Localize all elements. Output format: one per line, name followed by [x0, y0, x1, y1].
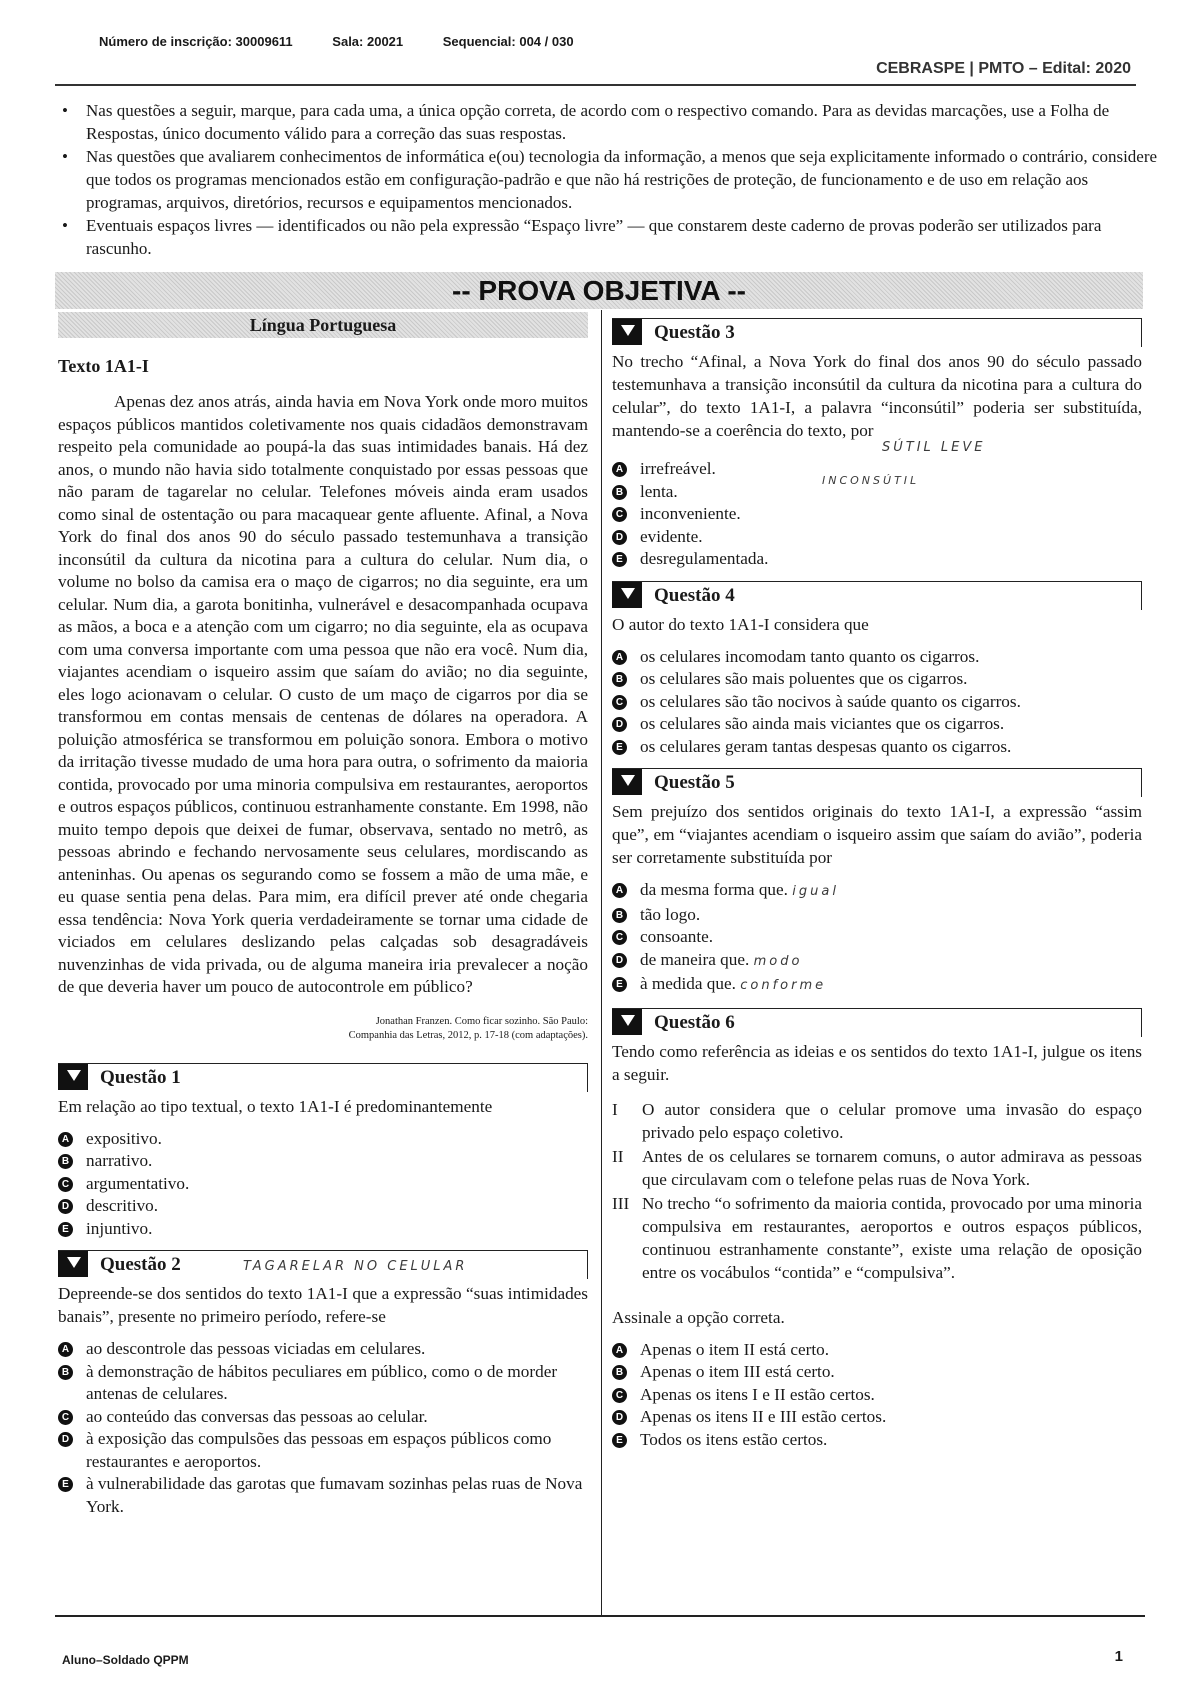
question-6-options [612, 1339, 1142, 1452]
subject-heading: Língua Portuguesa [58, 312, 588, 338]
option-letter: E [612, 977, 627, 992]
question-4-header [612, 581, 1142, 610]
judgment-item [612, 1145, 1142, 1191]
question-3-options [612, 458, 1142, 571]
option-letter: E [612, 1433, 627, 1448]
section-banner: -- PROVA OBJETIVA -- [55, 272, 1143, 309]
option-letter: C [612, 695, 627, 710]
option-text: Apenas o item III está certo. [640, 1362, 835, 1381]
option-text: ao descontrole das pessoas viciadas em celulares. [86, 1339, 426, 1358]
question-stem: O autor do texto 1A1-I considera que [612, 614, 869, 634]
question-4-options [612, 646, 1142, 759]
text-id: Texto 1A1-I [58, 356, 149, 376]
handwritten-note: modo [753, 953, 803, 969]
question-title: Questão 4 [654, 584, 735, 606]
bottom-divider [55, 1615, 1145, 1617]
option-letter: A [58, 1342, 73, 1357]
question-stem: Depreende-se dos sentidos do texto 1A1-I que a expressão “suas intimidades banais”, presente no primeiro período, refere-se [58, 1284, 588, 1326]
option-a[interactable] [58, 1338, 588, 1361]
option-letter: E [612, 740, 627, 755]
option-text: expositivo. [86, 1128, 162, 1148]
option-a[interactable] [612, 458, 1142, 481]
handwritten-note: INCONSÚTIL [822, 474, 920, 487]
option-letter: A [612, 1343, 627, 1358]
handwritten-note: SÚTIL LEVE [882, 440, 986, 455]
option-text: os celulares incomodam tanto quanto os cigarros. [640, 646, 980, 666]
question-title: Questão 1 [100, 1066, 181, 1088]
option-letter: D [58, 1199, 73, 1214]
item-text: Antes de os celulares se tornarem comuns, o autor admirava as pessoas que circulavam com o telefone pelas ruas de Nova York. [642, 1146, 1142, 1189]
option-letter: A [612, 650, 627, 665]
option-letter: C [612, 1388, 627, 1403]
option-e[interactable] [612, 1429, 1142, 1452]
question-5-header [612, 768, 1142, 797]
option-letter: B [612, 1365, 627, 1380]
question-marker-icon [58, 1064, 88, 1090]
option-text: desregulamentada. [640, 549, 769, 568]
option-text: tão logo. [640, 904, 701, 924]
question-1-header [58, 1063, 588, 1092]
option-text: narrativo. [86, 1151, 153, 1170]
option-text: irrefreável. [640, 459, 716, 478]
option-b[interactable] [612, 1361, 1142, 1384]
option-text: consoante. [640, 927, 714, 946]
instruction-item: • Nas questões a seguir, marque, para cada uma, a única opção correta, de acordo com o respectivo comando. Para as devidas marcações, use a Folha de Respostas, único documento válido para a correção das suas respostas. [86, 99, 1168, 145]
option-text: inconveniente. [640, 504, 741, 523]
option-a[interactable] [612, 879, 1142, 904]
handwritten-note: igual [792, 884, 839, 899]
option-text: à vulnerabilidade das garotas que fumavam sozinhas pelas ruas de Nova York. [86, 1474, 583, 1516]
sequence-number: Sequencial: 004 / 030 [442, 34, 574, 49]
option-e[interactable] [58, 1473, 588, 1518]
instructions-list [60, 99, 1168, 260]
question-2-header [58, 1250, 588, 1279]
option-d[interactable] [612, 1406, 1142, 1429]
option-letter: A [58, 1132, 73, 1147]
question-marker-icon [612, 769, 642, 795]
judgment-item [612, 1098, 1142, 1144]
option-text: à demonstração de hábitos peculiares em público, como o de morder antenas de celulares. [86, 1361, 558, 1403]
option-text: evidente. [640, 526, 703, 546]
question-marker-icon [612, 582, 642, 608]
question-1-options [58, 1128, 588, 1241]
option-text: descritivo. [86, 1196, 159, 1215]
option-e[interactable] [612, 736, 1142, 759]
option-letter: E [58, 1222, 73, 1237]
question-title: Questão 3 [654, 322, 735, 343]
option-letter: B [612, 908, 627, 923]
right-column [612, 318, 1142, 1451]
option-letter: B [58, 1154, 73, 1169]
option-a[interactable] [612, 646, 1142, 669]
question-3-header [612, 318, 1142, 347]
question-stem: Sem prejuízo dos sentidos originais do texto 1A1-I, a expressão “assim que”, em “viajantes acendiam o isqueiro assim que saíam do avião”, poderia ser corretamente substituída por [612, 802, 1142, 867]
option-text: de maneira que. [640, 949, 750, 969]
option-a[interactable] [58, 1128, 588, 1151]
question-2-options [58, 1338, 588, 1518]
option-d[interactable] [58, 1428, 588, 1473]
option-text: da mesma forma que. [640, 880, 788, 899]
option-c[interactable] [58, 1173, 588, 1196]
option-text: Apenas o item II está certo. [640, 1339, 829, 1359]
item-number: I [612, 1099, 618, 1119]
footer-course: Aluno–Soldado QPPM [62, 1653, 189, 1667]
source-line: Jonathan Franzen. Como ficar sozinho. São Paulo: [375, 1015, 588, 1027]
question-stem: Em relação ao tipo textual, o texto 1A1-I é predominantemente [58, 1096, 493, 1116]
question-6-items [612, 1098, 1142, 1284]
header-info [99, 34, 610, 49]
option-letter: D [612, 530, 627, 545]
question-marker-icon [612, 1009, 642, 1035]
option-letter: E [612, 552, 627, 567]
option-text: injuntivo. [86, 1218, 153, 1238]
option-b[interactable] [612, 904, 1142, 927]
option-c[interactable] [58, 1406, 588, 1429]
option-a[interactable] [612, 1339, 1142, 1362]
option-d[interactable] [58, 1195, 588, 1218]
option-letter: D [612, 1410, 627, 1425]
option-text: os celulares são mais poluentes que os cigarros. [640, 669, 968, 688]
question-6-header [612, 1008, 1142, 1037]
reading-passage: Apenas dez anos atrás, ainda havia em Nova York onde moro muitos espaços públicos mantidos coletivamente nos quais cidadãos demonstravam respeito pela comunidade ao poupá-la das suas intimidades banais. Há dez anos, o mundo não havia sido totalmente conquistado por essas pessoas que não param de tagarelar no celular. Telefones móveis ainda eram usados como sinal de ostentação ou para macaquear gente afluente. Afinal, a Nova York do final dos anos 90 do século passado testemunhava a transição inconsútil da cultura da nicotina para a cultura do celular. Num dia, o volume no bolso da camisa era o maço de cigarros; no dia seguinte, era um celular. Num dia, a garota bonitinha, vulnerável e desacompanhada ocupava as mãos, a boca e a atenção com um cigarro; no dia seguinte, ela as ocupava com uma conversa importante com uma pessoa que não era você. Num dia, viajantes acendiam o isqueiro assim que saíam do avião; no dia seguinte, eles logo acionavam o celular. O custo de um maço de cigarros por dia se transformou em contas mensais de centenas de dólares na operadora. A poluição atmosférica se transformou em poluição sonora. Embora o motivo da irritação tivesse mudado de uma hora para outra, o sofrimento da maioria contida, provocado por uma minoria compulsiva em restaurantes, aeroportos e outros espaços públicos, continuou estranhamente constante. Em 1998, não muito tempo depois que deixei de fumar, observava, sentado no metrô, as pessoas abrindo e fechando nervosamente seus celulares, mordiscando as anteninhas. Ou apenas os segurando como se fossem a mão de uma mãe, e eu quase sentia pena delas. Para mim, era difícil prever até onde chegaria essa tendência: Nova York queria verdadeiramente se tornar uma cidade de viciados em celulares deslizando pelas calçadas sob desagradáveis nuvenzinhas de vida privada, ou de alguma maneira iria prevalecer a noção de que deveria haver um pouco de autocontrole em público? [58, 392, 588, 996]
registration-number: Número de inscrição: 30009611 [99, 34, 293, 49]
option-c[interactable] [612, 503, 1142, 526]
option-c[interactable] [612, 691, 1142, 714]
left-column [58, 312, 588, 1518]
option-b[interactable] [612, 668, 1142, 691]
instruction-item: • Nas questões que avaliarem conhecimentos de informática e(ou) tecnologia da informação, a menos que seja explicitamente informado o contrário, considere que todos os programas mencionados estão em configuração-padrão e que não há restrições de proteção, de funcionamento e de uso em relação aos programas, arquivos, diretórios, recursos e equipamentos mencionados. [86, 145, 1168, 214]
page-number: 1 [1114, 1648, 1123, 1665]
option-letter: C [58, 1410, 73, 1425]
option-letter: B [58, 1365, 73, 1380]
source-line: Companhia das Letras, 2012, p. 17-18 (com adaptações). [348, 1029, 588, 1041]
option-letter: C [58, 1177, 73, 1192]
option-text: Apenas os itens I e II estão certos. [640, 1384, 875, 1404]
option-letter: E [58, 1477, 73, 1492]
option-d[interactable] [612, 949, 1142, 974]
option-d[interactable] [612, 713, 1142, 736]
option-text: à exposição das compulsões das pessoas em espaços públicos como restaurantes e aeroportos. [86, 1429, 552, 1471]
option-b[interactable] [58, 1361, 588, 1406]
question-marker-icon [612, 319, 642, 345]
handwritten-note: conforme [740, 978, 827, 993]
option-letter: C [612, 507, 627, 522]
option-b[interactable] [612, 481, 1142, 504]
option-c[interactable] [612, 926, 1142, 949]
option-e[interactable] [612, 973, 1142, 998]
instruction-item: • Eventuais espaços livres — identificados ou não pela expressão “Espaço livre” — que constarem deste caderno de provas poderão ser utilizados para rascunho. [86, 214, 1168, 260]
option-text: argumentativo. [86, 1173, 190, 1193]
option-e[interactable] [612, 548, 1142, 571]
option-letter: D [612, 717, 627, 732]
option-letter: C [612, 930, 627, 945]
option-text: os celulares são ainda mais viciantes que os cigarros. [640, 714, 1005, 733]
item-number: III [612, 1193, 630, 1213]
question-marker-icon [58, 1251, 88, 1277]
option-text: lenta. [640, 481, 678, 501]
question-title: Questão 2 [100, 1254, 181, 1275]
option-c[interactable] [612, 1384, 1142, 1407]
option-letter: B [612, 672, 627, 687]
judgment-item [612, 1192, 1142, 1284]
option-text: os celulares geram tantas despesas quanto os cigarros. [640, 736, 1012, 756]
option-letter: A [612, 462, 627, 477]
option-letter: D [612, 953, 627, 968]
option-letter: B [612, 485, 627, 500]
column-divider [601, 310, 602, 1616]
option-d[interactable] [612, 526, 1142, 549]
option-e[interactable] [58, 1218, 588, 1241]
item-text: No trecho “o sofrimento da maioria contida, provocado por uma minoria compulsiva em restaurantes, aeroportos e outros espaços públicos, continuou estranhamente constante”, existe uma relação de oposição entre os vocábulos “contida” e “compulsiva”. [642, 1193, 1142, 1282]
option-letter: A [612, 883, 627, 898]
question-stem: Tendo como referência as ideias e os sentidos do texto 1A1-I, julgue os itens a seguir. [612, 1041, 1142, 1084]
item-text: O autor considera que o celular promove uma invasão do espaço privado pelo espaço coletivo. [642, 1099, 1142, 1142]
question-title: Questão 5 [654, 772, 735, 793]
option-text: os celulares são tão nocivos à saúde quanto os cigarros. [640, 691, 1021, 711]
item-number: II [612, 1146, 624, 1166]
handwritten-note: TAGARELAR NO CELULAR [243, 1259, 468, 1274]
question-stem: No trecho “Afinal, a Nova York do final dos anos 90 do século passado testemunhava a transição inconsútil da cultura da nicotina para a cultura do celular”, do texto 1A1-I, a palavra “inconsútil” poderia ser substituída, mantendo-se a coerência do texto, por [612, 352, 1142, 440]
passage-source [58, 1015, 588, 1043]
question-prompt: Assinale a opção correta. [612, 1307, 785, 1327]
option-text: à medida que. [640, 974, 736, 993]
question-5-options [612, 879, 1142, 998]
option-text: ao conteúdo das conversas das pessoas ao celular. [86, 1406, 428, 1426]
option-b[interactable] [58, 1150, 588, 1173]
option-text: Apenas os itens II e III estão certos. [640, 1407, 887, 1426]
option-letter: D [58, 1432, 73, 1447]
exam-title: CEBRASPE | PMTO – Edital: 2020 [876, 60, 1131, 77]
room-number: Sala: 20021 [332, 34, 404, 49]
question-title: Questão 6 [654, 1011, 735, 1033]
header-divider [55, 84, 1136, 86]
option-text: Todos os itens estão certos. [640, 1429, 828, 1449]
